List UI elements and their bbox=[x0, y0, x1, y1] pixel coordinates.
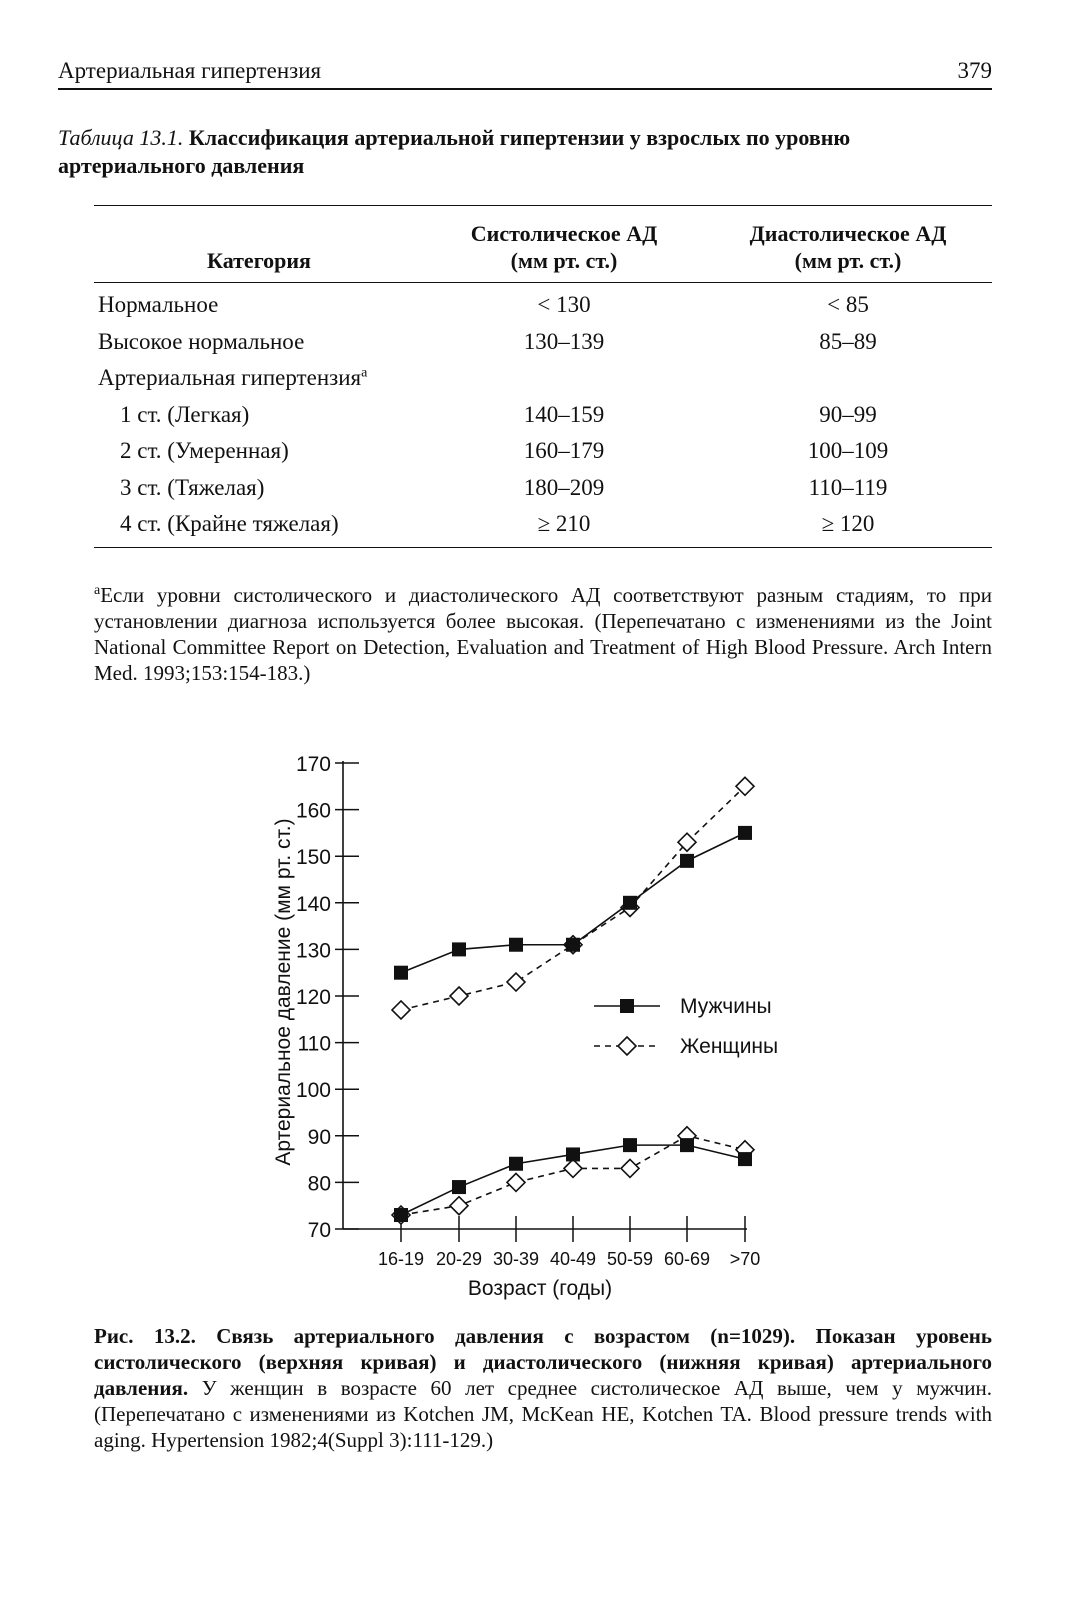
table-row bbox=[94, 506, 992, 547]
marker-diamond bbox=[564, 1159, 582, 1177]
marker-diamond bbox=[621, 1159, 639, 1177]
bp-classification-table bbox=[94, 205, 992, 548]
y-tick-label: 170 bbox=[295, 753, 331, 776]
series-systolic-women bbox=[392, 777, 754, 1019]
table-row bbox=[94, 283, 992, 324]
marker-square bbox=[566, 938, 580, 952]
table-cell-category: 4 ст. (Крайне тяжелая) bbox=[120, 511, 339, 537]
marker-diamond bbox=[507, 1173, 525, 1191]
marker-square bbox=[680, 854, 694, 868]
table-cell-diastolic: < 85 bbox=[827, 292, 869, 318]
series-diastolic-men bbox=[394, 1138, 752, 1222]
table-cell-category: 3 ст. (Тяжелая) bbox=[120, 474, 265, 500]
y-axis-title: Артериальное давление (мм рт. ст.) bbox=[272, 818, 295, 1166]
footnote-text: Если уровни систолического и диастолического АД соответствуют разным стадиям, то при установлении диагноза используется более высокая. (Перепечатано с изменениями из the Joint National Committee Report on Detection, Evaluation and Treatment of High Blood Pressure. Arch Intern Med. 1993;153:154-183.) bbox=[94, 583, 992, 685]
marker-square bbox=[509, 1157, 523, 1171]
footnote-mark: a bbox=[94, 583, 101, 598]
table-row bbox=[94, 360, 992, 397]
table-cell-systolic: 140–159 bbox=[523, 401, 605, 427]
marker-square bbox=[394, 1208, 408, 1222]
table-header-row bbox=[94, 206, 992, 283]
marker-diamond bbox=[618, 1037, 636, 1055]
x-tick-label: 60-69 bbox=[663, 1249, 711, 1269]
y-tick-label: 140 bbox=[295, 892, 331, 916]
table-cell-diastolic: 100–109 bbox=[807, 438, 889, 464]
footnote-mark: a bbox=[361, 365, 368, 381]
table-cell-systolic: 180–209 bbox=[523, 474, 605, 500]
table-cell-category-text: Артериальная гипертензия bbox=[98, 365, 362, 391]
legend-label-men: Мужчины bbox=[680, 995, 772, 1018]
figure-caption bbox=[94, 1323, 992, 1453]
table-caption-title: Классификация артериальной гипертензии у взрослых по уровню артериального давления bbox=[58, 125, 851, 178]
y-tick-label: 90 bbox=[307, 1125, 331, 1149]
y-tick-label: 100 bbox=[295, 1079, 331, 1103]
table-caption-label: Таблица 13.1. bbox=[58, 125, 184, 150]
marker-diamond bbox=[507, 973, 525, 991]
table-row bbox=[94, 470, 992, 507]
marker-square bbox=[738, 1152, 752, 1166]
page-number: 379 bbox=[957, 58, 992, 83]
table-row bbox=[94, 397, 992, 434]
figure-caption-text: У женщин в возрасте 60 лет среднее систолическое АД выше, чем у мужчин. (Перепечатано с изменениями из Kotchen JM, McKean HE, Kotchen TA. Blood pressure trends with aging. Hypertension 1982;4(Suppl 3):111-129.) bbox=[94, 1376, 992, 1452]
x-tick-label: 30-39 bbox=[492, 1249, 540, 1269]
table-cell-systolic: 160–179 bbox=[523, 438, 605, 464]
marker-square bbox=[680, 1138, 694, 1152]
table-caption bbox=[58, 124, 958, 180]
table-cell-systolic: < 130 bbox=[537, 292, 591, 318]
marker-diamond bbox=[392, 1001, 410, 1019]
table-cell-diastolic: ≥ 120 bbox=[821, 511, 875, 537]
series-systolic-men bbox=[394, 826, 752, 980]
marker-square bbox=[394, 966, 408, 980]
table-cell-category: 1 ст. (Легкая) bbox=[120, 401, 250, 427]
marker-diamond bbox=[450, 1197, 468, 1215]
table-cell-diastolic: 85–89 bbox=[819, 328, 877, 354]
column-header-diastolic-line2: (мм рт. ст.) bbox=[794, 248, 902, 273]
table-cell-diastolic: 90–99 bbox=[819, 401, 877, 427]
y-tick-label: 130 bbox=[295, 939, 331, 963]
table-cell-category bbox=[94, 360, 424, 397]
marker-square bbox=[623, 1138, 637, 1152]
column-header-systolic bbox=[424, 206, 704, 283]
x-tick-label: >70 bbox=[729, 1249, 761, 1269]
marker-diamond bbox=[450, 987, 468, 1005]
legend-label-women: Женщины bbox=[680, 1035, 779, 1058]
y-tick-label: 120 bbox=[295, 986, 331, 1009]
table-cell-category: 2 ст. (Умеренная) bbox=[120, 438, 289, 464]
marker-square bbox=[623, 896, 637, 910]
series-diastolic-women bbox=[392, 1127, 754, 1224]
table-cell-category: Нормальное bbox=[98, 292, 219, 318]
blood-pressure-age-chart bbox=[0, 730, 1076, 1310]
x-tick-label: 40-49 bbox=[549, 1249, 597, 1269]
y-tick-label: 80 bbox=[307, 1172, 331, 1196]
column-header-diastolic bbox=[704, 206, 992, 283]
y-tick-label: 70 bbox=[307, 1219, 331, 1242]
x-tick-label: 20-29 bbox=[435, 1249, 483, 1269]
figure-caption-label: Рис. 13.2. bbox=[94, 1324, 196, 1348]
marker-square bbox=[452, 942, 466, 956]
figure-caption-bold: Связь артериального давления с возрастом (n=1029). Показан уровень систолического (верхняя кривая) и диастолического (нижняя кривая) артериального давления. bbox=[94, 1324, 993, 1400]
table-cell-systolic: ≥ 210 bbox=[537, 511, 591, 537]
table-cell-diastolic: 110–119 bbox=[808, 474, 888, 500]
x-axis-title: Возраст (годы) bbox=[467, 1277, 613, 1300]
table-row bbox=[94, 324, 992, 361]
table-cell-category: Высокое нормальное bbox=[98, 328, 305, 354]
table-row bbox=[94, 433, 992, 470]
table-footnote bbox=[94, 578, 992, 686]
table-cell-diastolic bbox=[704, 360, 992, 397]
y-tick-label: 110 bbox=[297, 1032, 331, 1056]
x-tick-label: 50-59 bbox=[606, 1249, 654, 1269]
column-header-systolic-line1: Систолическое АД bbox=[470, 221, 658, 246]
series-line bbox=[401, 786, 745, 1010]
x-tick-label: 16-19 bbox=[377, 1249, 425, 1269]
column-header-diastolic-line1: Диастолическое АД bbox=[749, 221, 947, 246]
running-header: Артериальная гипертензия bbox=[58, 58, 322, 83]
marker-square bbox=[738, 826, 752, 840]
column-header-category: Категория bbox=[207, 248, 311, 273]
column-header-systolic-line2: (мм рт. ст.) bbox=[510, 248, 618, 273]
y-tick-label: 150 bbox=[295, 846, 331, 870]
header-rule bbox=[58, 88, 992, 90]
y-tick-label: 160 bbox=[295, 799, 331, 823]
marker-square bbox=[620, 999, 634, 1013]
chart-legend bbox=[594, 995, 778, 1058]
marker-square bbox=[509, 938, 523, 952]
table-cell-systolic bbox=[424, 360, 704, 397]
marker-square bbox=[452, 1180, 466, 1194]
table-cell-systolic: 130–139 bbox=[523, 328, 605, 354]
marker-square bbox=[566, 1147, 580, 1161]
